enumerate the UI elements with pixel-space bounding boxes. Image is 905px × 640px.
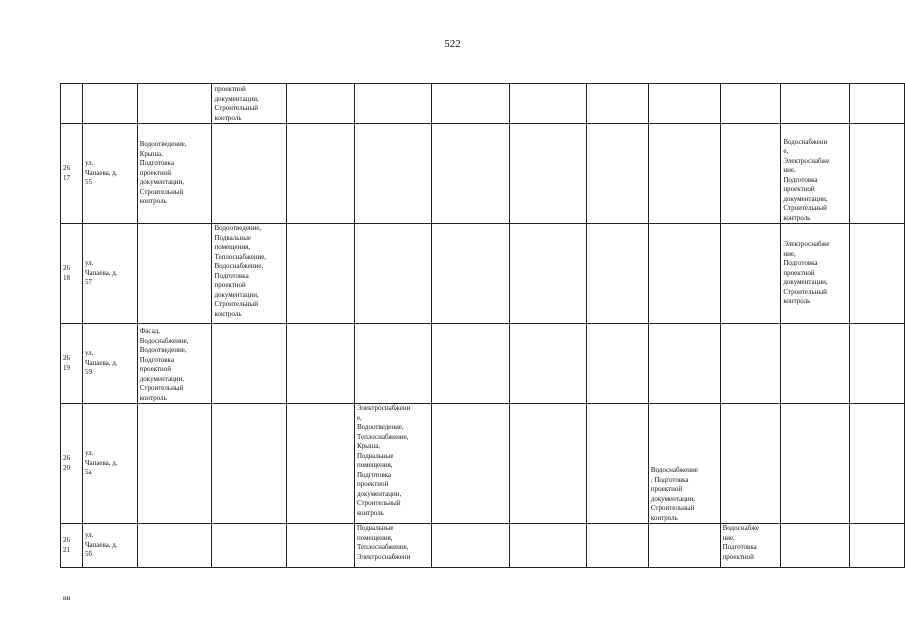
- page-number: 522: [444, 38, 461, 50]
- address-cell: ул. Чапаева, д. 57: [82, 224, 137, 324]
- work-cell-3: [137, 84, 212, 124]
- row-number-cell: 26 19: [61, 324, 83, 404]
- work-cell-11: [720, 124, 781, 224]
- work-cell-8: [510, 224, 587, 324]
- address-cell: ул. Чапаева, д. 5а: [82, 404, 137, 524]
- table-row: [61, 84, 905, 124]
- work-cell-7: [431, 524, 510, 568]
- work-cell-12: [781, 84, 850, 124]
- work-cell-8: [510, 524, 587, 568]
- table-row: [61, 524, 905, 568]
- work-cell-6: [354, 84, 431, 124]
- work-cell-12: Водоснабжени е, Электроснабже ние, Подготовка проектной документации, Строительный контроль: [781, 124, 850, 224]
- work-cell-11: [720, 224, 781, 324]
- work-cell-8: [510, 324, 587, 404]
- work-cell-3: [137, 524, 212, 568]
- row-number-cell: 26 17: [61, 124, 83, 224]
- work-cell-6: [354, 124, 431, 224]
- work-cell-12: [781, 524, 850, 568]
- work-cell-6: [354, 224, 431, 324]
- footer-mark: ии: [63, 594, 71, 602]
- work-cell-9: [587, 84, 649, 124]
- work-cell-6: Подвальные помещения, Теплоснабжение, Электроснабжени: [354, 524, 431, 568]
- work-cell-7: [431, 224, 510, 324]
- work-cell-4: [212, 524, 287, 568]
- table-row: [61, 404, 905, 524]
- table-row: [61, 124, 905, 224]
- table-row: [61, 324, 905, 404]
- work-cell-8: [510, 84, 587, 124]
- work-cell-13: [850, 124, 905, 224]
- work-cell-13: [850, 84, 905, 124]
- work-cell-13: [850, 324, 905, 404]
- work-cell-5: [287, 124, 355, 224]
- work-cell-11: [720, 324, 781, 404]
- work-cell-13: [850, 524, 905, 568]
- work-cell-5: [287, 84, 355, 124]
- work-cell-9: [587, 124, 649, 224]
- row-number-cell: 26 18: [61, 224, 83, 324]
- row-number-cell: 26 20: [61, 404, 83, 524]
- work-cell-7: [431, 404, 510, 524]
- work-cell-5: [287, 404, 355, 524]
- work-cell-12: [781, 324, 850, 404]
- work-cell-7: [431, 324, 510, 404]
- work-cell-4: проектной документации, Строительный контроль: [212, 84, 287, 124]
- work-cell-11: Водоснабже ние, Подготовка проектной: [720, 524, 781, 568]
- work-cell-5: [287, 524, 355, 568]
- work-cell-8: [510, 124, 587, 224]
- work-cell-7: [431, 84, 510, 124]
- work-cell-3: [137, 224, 212, 324]
- row-number-cell: 26 21: [61, 524, 83, 568]
- address-cell: ул. Чапаева, д. 5б: [82, 524, 137, 568]
- work-cell-9: [587, 324, 649, 404]
- work-cell-6: Электроснабжени е, Водоотведение, Теплоснабжение, Крыша, Подвальные помещения, Подготовка проектной документации, Строительный контроль: [354, 404, 431, 524]
- work-cell-3: Водоотведение, Крыша, Подготовка проектной документации, Строительный контроль: [137, 124, 212, 224]
- work-cell-10: [648, 124, 720, 224]
- work-cell-9: [587, 404, 649, 524]
- repair-schedule-table: [60, 83, 905, 568]
- address-cell: ул. Чапаева, д. 55: [82, 124, 137, 224]
- work-cell-3: [137, 404, 212, 524]
- work-cell-4: [212, 404, 287, 524]
- work-cell-9: [587, 524, 649, 568]
- work-cell-10: [648, 324, 720, 404]
- work-cell-11: [720, 404, 781, 524]
- work-cell-7: [431, 124, 510, 224]
- work-cell-5: [287, 224, 355, 324]
- work-cell-10: Водоснабжение , Подготовка проектной документации, Строительный контроль: [648, 404, 720, 524]
- work-cell-10: [648, 84, 720, 124]
- address-cell: ул. Чапаева, д. 59: [82, 324, 137, 404]
- work-cell-10: [648, 224, 720, 324]
- work-cell-13: [850, 224, 905, 324]
- work-cell-12: Электроснабже ние, Подготовка проектной документации, Строительный контроль: [781, 224, 850, 324]
- work-cell-13: [850, 404, 905, 524]
- work-cell-4: [212, 124, 287, 224]
- work-cell-3: Фасад, Водоснабжение, Водоотведение, Подготовка проектной документации, Строительный контроль: [137, 324, 212, 404]
- work-cell-11: [720, 84, 781, 124]
- work-cell-10: [648, 524, 720, 568]
- row-number-cell: [61, 84, 83, 124]
- work-cell-5: [287, 324, 355, 404]
- work-cell-4: Водоотведение, Подвальные помещения, Теплоснабжение, Водоснабжение, Подготовка проектной документации, Строительный контроль: [212, 224, 287, 324]
- address-cell: [82, 84, 137, 124]
- table-row: [61, 224, 905, 324]
- work-cell-4: [212, 324, 287, 404]
- work-cell-9: [587, 224, 649, 324]
- work-cell-6: [354, 324, 431, 404]
- work-cell-8: [510, 404, 587, 524]
- work-cell-12: [781, 404, 850, 524]
